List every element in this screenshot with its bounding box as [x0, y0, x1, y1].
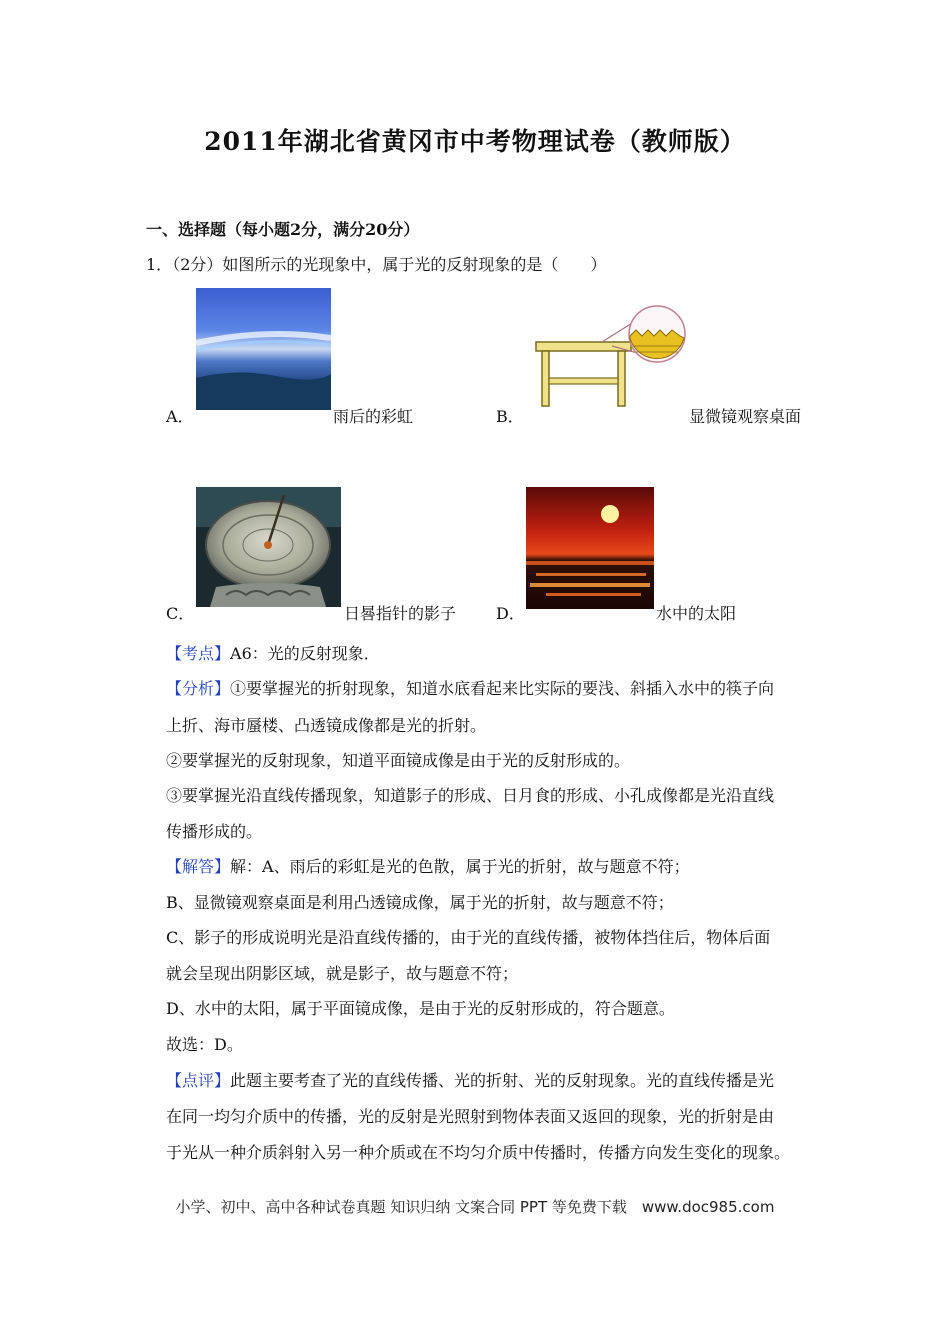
option-b-caption: 显微镜观察桌面: [689, 407, 802, 426]
fenxi-line-4: ③要掌握光沿直线传播现象，知道影子的形成、日月食的形成、小孔成像都是光沿直线: [166, 786, 775, 805]
footer-text: 小学、初中、高中各种试卷真题 知识归纳 文案合同 PPT 等免费下载 www.doc985.com: [175, 1198, 775, 1216]
jieda-line-4: 就会呈现出阴影区域，就是影子，故与题意不符；: [166, 964, 519, 983]
dianping-text-1: 此题主要考查了光的直线传播、光的折射、光的反射现象。光的直线传播是光: [230, 1071, 775, 1090]
kaodian-line: [166, 644, 380, 664]
question-stem: [146, 255, 606, 275]
jieda-line-6: 故选：D。: [166, 1035, 243, 1054]
kaodian-tag: 【考点】: [166, 644, 231, 663]
jieda-tag: 【解答】: [166, 857, 231, 876]
option-a-letter: A．: [166, 407, 194, 426]
option-b-letter: B．: [496, 407, 524, 426]
jieda-text-1: 解：A、雨后的彩虹是光的色散，属于光的折射，故与题意不符；: [230, 857, 690, 876]
jieda-line-5: D、水中的太阳，属于平面镜成像，是由于光的反射形成的，符合题意。: [166, 999, 675, 1018]
kaodian-text: A6：光的反射现象．: [230, 644, 380, 663]
dianping-line-2: 在同一均匀介质中的传播，光的反射是光照射到物体表面又返回的现象，光的折射是由: [166, 1107, 775, 1126]
jieda-line-2: B、显微镜观察桌面是利用凸透镜成像，属于光的折射，故与题意不符；: [166, 893, 674, 912]
option-d-caption: 水中的太阳: [656, 604, 737, 623]
section-heading: 一、选择题（每小题2分，满分20分）: [146, 220, 420, 239]
table-microscope-illustration: [530, 296, 690, 408]
option-d-letter: D．: [496, 604, 525, 623]
option-c-caption: 日晷指针的影子: [344, 604, 457, 623]
fenxi-line-5: 传播形成的。: [166, 822, 263, 841]
page-title: 2011年湖北省黄冈市中考物理试卷（教师版）: [204, 127, 746, 156]
jieda-line-3: C、影子的形成说明光是沿直线传播的，由于光的直线传播，被物体挡住后，物体后面: [166, 928, 771, 947]
question-number: 1．: [146, 255, 173, 274]
fenxi-tag: 【分析】: [166, 679, 231, 698]
fenxi-line-2: 上折、海市蜃楼、凸透镜成像都是光的折射。: [166, 716, 487, 735]
sunset-water-photo: [526, 487, 654, 609]
fenxi-text-1: ①要掌握光的折射现象，知道水底看起来比实际的要浅、斜插入水中的筷子向: [230, 679, 775, 698]
question-text: （2分）如图所示的光现象中，属于光的反射现象的是（ ）: [172, 255, 607, 274]
fenxi-line-3: ②要掌握光的反射现象，知道平面镜成像是由于光的反射形成的。: [166, 751, 631, 770]
sundial-photo: [196, 487, 341, 607]
jieda-line-1: [166, 857, 690, 877]
fenxi-line-1: [166, 679, 774, 699]
dianping-tag: 【点评】: [166, 1071, 231, 1090]
option-a-caption: 雨后的彩虹: [333, 407, 414, 426]
dianping-line-1: [166, 1071, 774, 1091]
option-c-letter: C．: [166, 604, 195, 623]
dianping-line-3: 于光从一种介质斜射入另一种介质或在不均匀介质中传播时，传播方向发生变化的现象。: [166, 1143, 791, 1162]
rainbow-photo: [196, 288, 331, 410]
